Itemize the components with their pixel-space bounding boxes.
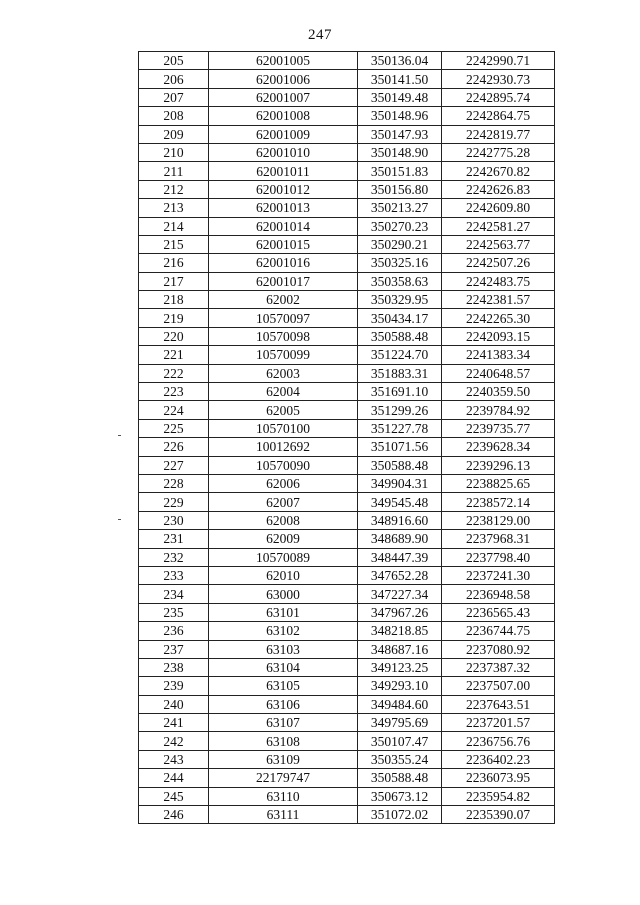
x-coordinate-cell: 350434.17 [358,309,442,327]
x-coordinate-cell: 351224.70 [358,346,442,364]
y-coordinate-cell: 2239784.92 [442,401,555,419]
y-coordinate-cell: 2235390.07 [442,806,555,824]
point-number-cell: 216 [139,254,209,272]
point-number-cell: 229 [139,493,209,511]
point-id-cell: 63000 [209,585,358,603]
y-coordinate-cell: 2242563.77 [442,235,555,253]
point-number-cell: 212 [139,180,209,198]
y-coordinate-cell: 2237201.57 [442,714,555,732]
y-coordinate-cell: 2242670.82 [442,162,555,180]
scan-mark [118,435,121,436]
y-coordinate-cell: 2238572.14 [442,493,555,511]
point-id-cell: 63106 [209,695,358,713]
point-id-cell: 62003 [209,364,358,382]
table-row [139,585,555,603]
table-row [139,235,555,253]
point-number-cell: 211 [139,162,209,180]
point-id-cell: 63102 [209,622,358,640]
point-id-cell: 63108 [209,732,358,750]
table-row [139,199,555,217]
point-number-cell: 228 [139,474,209,492]
y-coordinate-cell: 2240359.50 [442,383,555,401]
x-coordinate-cell: 350148.90 [358,143,442,161]
point-number-cell: 238 [139,658,209,676]
point-number-cell: 225 [139,419,209,437]
x-coordinate-cell: 349484.60 [358,695,442,713]
point-id-cell: 63107 [209,714,358,732]
y-coordinate-cell: 2236744.75 [442,622,555,640]
y-coordinate-cell: 2242483.75 [442,272,555,290]
point-number-cell: 242 [139,732,209,750]
point-number-cell: 246 [139,806,209,824]
point-number-cell: 218 [139,291,209,309]
table-row [139,217,555,235]
table-row [139,327,555,345]
point-id-cell: 62001009 [209,125,358,143]
x-coordinate-cell: 350147.93 [358,125,442,143]
x-coordinate-cell: 351072.02 [358,806,442,824]
point-number-cell: 206 [139,70,209,88]
table-row [139,107,555,125]
y-coordinate-cell: 2239296.13 [442,456,555,474]
point-id-cell: 63110 [209,787,358,805]
x-coordinate-cell: 348687.16 [358,640,442,658]
point-id-cell: 62009 [209,530,358,548]
point-number-cell: 213 [139,199,209,217]
point-id-cell: 62001005 [209,52,358,70]
point-number-cell: 219 [139,309,209,327]
point-number-cell: 231 [139,530,209,548]
y-coordinate-cell: 2242930.73 [442,70,555,88]
x-coordinate-cell: 347967.26 [358,603,442,621]
table-row [139,732,555,750]
x-coordinate-cell: 347652.28 [358,566,442,584]
point-id-cell: 10570089 [209,548,358,566]
x-coordinate-cell: 350588.48 [358,327,442,345]
point-number-cell: 235 [139,603,209,621]
point-id-cell: 62010 [209,566,358,584]
table-row [139,456,555,474]
x-coordinate-cell: 348916.60 [358,511,442,529]
point-number-cell: 208 [139,107,209,125]
x-coordinate-cell: 350673.12 [358,787,442,805]
x-coordinate-cell: 350151.83 [358,162,442,180]
point-number-cell: 245 [139,787,209,805]
table-row [139,677,555,695]
x-coordinate-cell: 350107.47 [358,732,442,750]
table-row [139,272,555,290]
y-coordinate-cell: 2237507.00 [442,677,555,695]
x-coordinate-cell: 347227.34 [358,585,442,603]
point-id-cell: 62006 [209,474,358,492]
point-id-cell: 62001012 [209,180,358,198]
x-coordinate-cell: 350270.23 [358,217,442,235]
x-coordinate-cell: 351691.10 [358,383,442,401]
point-number-cell: 209 [139,125,209,143]
table-row [139,695,555,713]
point-number-cell: 227 [139,456,209,474]
x-coordinate-cell: 350148.96 [358,107,442,125]
point-id-cell: 62001017 [209,272,358,290]
point-id-cell: 62001013 [209,199,358,217]
point-number-cell: 221 [139,346,209,364]
coordinates-table-body [139,52,555,824]
table-row [139,622,555,640]
x-coordinate-cell: 349545.48 [358,493,442,511]
point-number-cell: 205 [139,52,209,70]
point-id-cell: 62001007 [209,88,358,106]
point-number-cell: 244 [139,769,209,787]
y-coordinate-cell: 2241383.34 [442,346,555,364]
point-id-cell: 63104 [209,658,358,676]
point-number-cell: 223 [139,383,209,401]
y-coordinate-cell: 2236073.95 [442,769,555,787]
point-id-cell: 62008 [209,511,358,529]
point-id-cell: 62001011 [209,162,358,180]
x-coordinate-cell: 348218.85 [358,622,442,640]
x-coordinate-cell: 349795.69 [358,714,442,732]
y-coordinate-cell: 2242895.74 [442,88,555,106]
table-row [139,474,555,492]
point-number-cell: 239 [139,677,209,695]
point-number-cell: 232 [139,548,209,566]
table-row [139,346,555,364]
table-row [139,438,555,456]
table-row [139,603,555,621]
point-id-cell: 62001006 [209,70,358,88]
coordinates-table [138,51,555,824]
table-row [139,162,555,180]
page-number: 247 [308,27,332,43]
x-coordinate-cell: 350325.16 [358,254,442,272]
table-row [139,750,555,768]
y-coordinate-cell: 2242609.80 [442,199,555,217]
x-coordinate-cell: 350149.48 [358,88,442,106]
point-id-cell: 62001014 [209,217,358,235]
x-coordinate-cell: 351227.78 [358,419,442,437]
point-id-cell: 63109 [209,750,358,768]
table-row [139,714,555,732]
point-id-cell: 63101 [209,603,358,621]
x-coordinate-cell: 349293.10 [358,677,442,695]
x-coordinate-cell: 350355.24 [358,750,442,768]
point-id-cell: 10570099 [209,346,358,364]
point-id-cell: 63103 [209,640,358,658]
table-row [139,806,555,824]
table-row [139,787,555,805]
y-coordinate-cell: 2236565.43 [442,603,555,621]
table-row [139,493,555,511]
point-number-cell: 233 [139,566,209,584]
x-coordinate-cell: 351883.31 [358,364,442,382]
point-id-cell: 10570100 [209,419,358,437]
point-number-cell: 207 [139,88,209,106]
y-coordinate-cell: 2242864.75 [442,107,555,125]
y-coordinate-cell: 2238129.00 [442,511,555,529]
point-number-cell: 214 [139,217,209,235]
table-row [139,658,555,676]
y-coordinate-cell: 2237798.40 [442,548,555,566]
y-coordinate-cell: 2242093.15 [442,327,555,345]
point-id-cell: 22179747 [209,769,358,787]
y-coordinate-cell: 2242265.30 [442,309,555,327]
table-row [139,769,555,787]
point-number-cell: 226 [139,438,209,456]
table-row [139,125,555,143]
point-id-cell: 63105 [209,677,358,695]
point-number-cell: 243 [139,750,209,768]
y-coordinate-cell: 2237643.51 [442,695,555,713]
x-coordinate-cell: 351299.26 [358,401,442,419]
point-id-cell: 10012692 [209,438,358,456]
x-coordinate-cell: 350588.48 [358,769,442,787]
point-id-cell: 62001008 [209,107,358,125]
table-row [139,548,555,566]
point-id-cell: 62004 [209,383,358,401]
x-coordinate-cell: 351071.56 [358,438,442,456]
y-coordinate-cell: 2237080.92 [442,640,555,658]
table-row [139,143,555,161]
point-number-cell: 215 [139,235,209,253]
y-coordinate-cell: 2242990.71 [442,52,555,70]
y-coordinate-cell: 2239735.77 [442,419,555,437]
point-number-cell: 220 [139,327,209,345]
x-coordinate-cell: 350141.50 [358,70,442,88]
y-coordinate-cell: 2236756.76 [442,732,555,750]
table-row [139,383,555,401]
point-number-cell: 237 [139,640,209,658]
x-coordinate-cell: 350588.48 [358,456,442,474]
point-number-cell: 224 [139,401,209,419]
point-number-cell: 236 [139,622,209,640]
point-id-cell: 62001016 [209,254,358,272]
y-coordinate-cell: 2242819.77 [442,125,555,143]
y-coordinate-cell: 2242507.26 [442,254,555,272]
y-coordinate-cell: 2240648.57 [442,364,555,382]
point-number-cell: 222 [139,364,209,382]
y-coordinate-cell: 2237241.30 [442,566,555,584]
point-id-cell: 62001010 [209,143,358,161]
y-coordinate-cell: 2242381.57 [442,291,555,309]
x-coordinate-cell: 349904.31 [358,474,442,492]
scan-mark [118,519,121,520]
x-coordinate-cell: 350290.21 [358,235,442,253]
y-coordinate-cell: 2235954.82 [442,787,555,805]
table-row [139,88,555,106]
x-coordinate-cell: 350136.04 [358,52,442,70]
point-id-cell: 10570097 [209,309,358,327]
point-number-cell: 241 [139,714,209,732]
table-row [139,291,555,309]
point-number-cell: 217 [139,272,209,290]
y-coordinate-cell: 2242775.28 [442,143,555,161]
y-coordinate-cell: 2239628.34 [442,438,555,456]
x-coordinate-cell: 350358.63 [358,272,442,290]
x-coordinate-cell: 350213.27 [358,199,442,217]
point-number-cell: 210 [139,143,209,161]
table-row [139,364,555,382]
point-id-cell: 62007 [209,493,358,511]
point-id-cell: 62002 [209,291,358,309]
point-id-cell: 63111 [209,806,358,824]
y-coordinate-cell: 2242626.83 [442,180,555,198]
x-coordinate-cell: 350156.80 [358,180,442,198]
point-number-cell: 230 [139,511,209,529]
y-coordinate-cell: 2237968.31 [442,530,555,548]
x-coordinate-cell: 350329.95 [358,291,442,309]
table-row [139,419,555,437]
table-row [139,70,555,88]
y-coordinate-cell: 2237387.32 [442,658,555,676]
table-row [139,309,555,327]
point-number-cell: 234 [139,585,209,603]
x-coordinate-cell: 348689.90 [358,530,442,548]
table-row [139,511,555,529]
table-row [139,52,555,70]
point-id-cell: 10570098 [209,327,358,345]
y-coordinate-cell: 2242581.27 [442,217,555,235]
point-id-cell: 10570090 [209,456,358,474]
point-id-cell: 62001015 [209,235,358,253]
y-coordinate-cell: 2236948.58 [442,585,555,603]
table-row [139,254,555,272]
y-coordinate-cell: 2236402.23 [442,750,555,768]
x-coordinate-cell: 349123.25 [358,658,442,676]
table-row [139,566,555,584]
point-id-cell: 62005 [209,401,358,419]
point-number-cell: 240 [139,695,209,713]
x-coordinate-cell: 348447.39 [358,548,442,566]
y-coordinate-cell: 2238825.65 [442,474,555,492]
table-row [139,401,555,419]
table-row [139,640,555,658]
table-row [139,180,555,198]
table-row [139,530,555,548]
